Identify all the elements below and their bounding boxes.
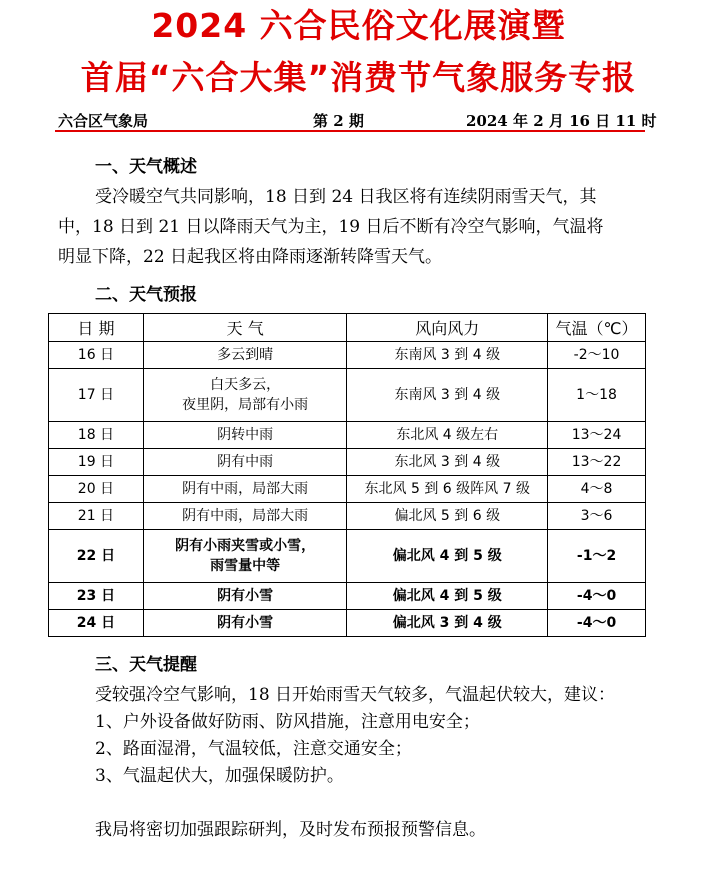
- tips-line: 3、气温起伏大，加强保暖防护。: [95, 766, 344, 786]
- cell-wind: 偏北风 5 到 6 级: [347, 503, 548, 530]
- cell-wind: 东北风 5 到 6 级阵风 7 级: [347, 476, 548, 503]
- cell-date: 22 日: [49, 530, 144, 583]
- table-row: [49, 610, 646, 637]
- cell-date: 24 日: [49, 610, 144, 637]
- table-row: [49, 476, 646, 503]
- cell-temp: 3～6: [548, 503, 646, 530]
- cell-weather: 阴有小雨夹雪或小雪， 雨雪量中等: [143, 530, 347, 583]
- cell-date: 23 日: [49, 583, 144, 610]
- table-row: [49, 503, 646, 530]
- tips-line: 1、户外设备做好防雨、防风措施，注意用电安全；: [95, 712, 480, 732]
- cell-temp: -4～0: [548, 583, 646, 610]
- cell-wind: 东南风 3 到 4 级: [347, 369, 548, 422]
- cell-weather: 白天多云， 夜里阴，局部有小雨: [143, 369, 347, 422]
- cell-weather: 阴有小雪: [143, 583, 347, 610]
- report-title-line2: 首届“六合大集”消费节气象服务专报: [80, 58, 637, 97]
- cell-date: 16 日: [49, 342, 144, 369]
- cell-temp: -4～0: [548, 610, 646, 637]
- cell-temp: -1～2: [548, 530, 646, 583]
- issuing-org: 六合区气象局: [58, 112, 149, 130]
- issue-number: 第 2 期: [313, 112, 364, 130]
- overview-line: 中，18 日到 21 日以降雨天气为主，19 日后不断有冷空气影响，气温将: [58, 217, 604, 237]
- cell-date: 18 日: [49, 422, 144, 449]
- header-weather: 天 气: [143, 314, 347, 342]
- closing-statement: 我局将密切加强跟踪研判，及时发布预报预警信息。: [95, 820, 486, 840]
- header-temp: 气温（℃）: [548, 314, 646, 342]
- overview-line: 受冷暖空气共同影响，18 日到 24 日我区将有连续阴雨雪天气，其: [95, 187, 597, 207]
- cell-wind: 东南风 3 到 4 级: [347, 342, 548, 369]
- table-header-row: [49, 314, 646, 342]
- issue-date: 2024 年 2 月 16 日 11 时: [466, 112, 657, 130]
- cell-temp: -2～10: [548, 342, 646, 369]
- cell-weather: 阴有小雪: [143, 610, 347, 637]
- forecast-heading: 二、天气预报: [95, 285, 197, 305]
- tips-heading: 三、天气提醒: [95, 655, 197, 675]
- cell-wind: 偏北风 4 到 5 级: [347, 530, 548, 583]
- cell-wind: 东北风 4 级左右: [347, 422, 548, 449]
- cell-wind: 偏北风 4 到 5 级: [347, 583, 548, 610]
- tips-line: 受较强冷空气影响，18 日开始雨雪天气较多，气温起伏较大，建议：: [95, 685, 616, 705]
- header-divider: [55, 130, 645, 132]
- header-date: 日 期: [49, 314, 144, 342]
- forecast-table: [48, 313, 646, 637]
- cell-date: 19 日: [49, 449, 144, 476]
- cell-weather: 阴转中雨: [143, 422, 347, 449]
- cell-weather: 阴有中雨: [143, 449, 347, 476]
- cell-weather: 阴有中雨，局部大雨: [143, 503, 347, 530]
- table-row: [49, 342, 646, 369]
- cell-date: 20 日: [49, 476, 144, 503]
- cell-wind: 东北风 3 到 4 级: [347, 449, 548, 476]
- header-wind: 风向风力: [347, 314, 548, 342]
- cell-temp: 1～18: [548, 369, 646, 422]
- table-row: [49, 530, 646, 583]
- cell-wind: 偏北风 3 到 4 级: [347, 610, 548, 637]
- cell-date: 21 日: [49, 503, 144, 530]
- table-row: [49, 422, 646, 449]
- overview-line: 明显下降，22 日起我区将由降雨逐渐转降雪天气。: [58, 247, 443, 267]
- cell-temp: 13～24: [548, 422, 646, 449]
- cell-temp: 4～8: [548, 476, 646, 503]
- report-title-line1: 2024 六合民俗文化展演暨: [151, 6, 566, 45]
- cell-date: 17 日: [49, 369, 144, 422]
- table-row: [49, 449, 646, 476]
- cell-temp: 13～22: [548, 449, 646, 476]
- tips-line: 2、路面湿滑，气温较低，注意交通安全；: [95, 739, 412, 759]
- table-row: [49, 369, 646, 422]
- overview-heading: 一、天气概述: [95, 157, 197, 177]
- cell-weather: 阴有中雨，局部大雨: [143, 476, 347, 503]
- cell-weather: 多云到晴: [143, 342, 347, 369]
- table-row: [49, 583, 646, 610]
